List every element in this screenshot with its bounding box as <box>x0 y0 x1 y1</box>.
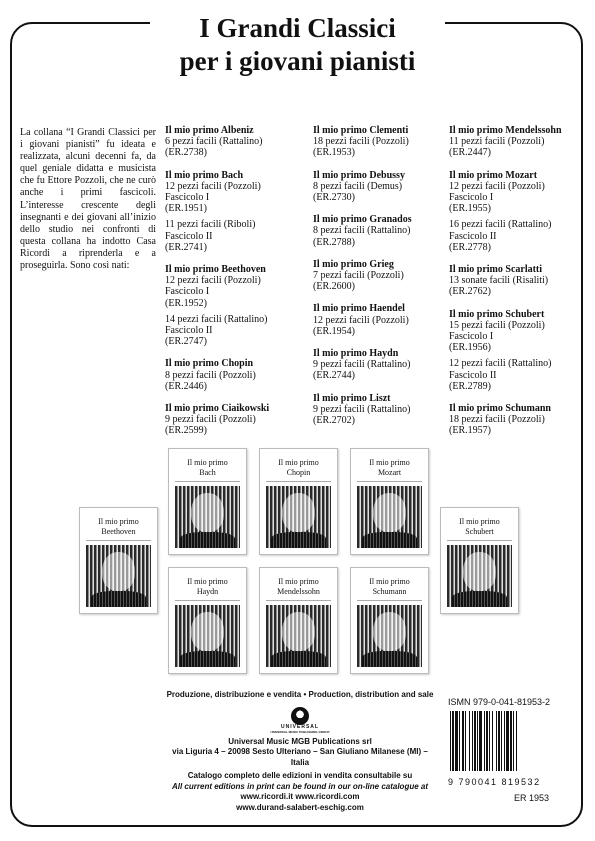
catalogue-entry <box>165 125 300 159</box>
entry-line: 12 pezzi facili (Pozzoli) <box>165 180 261 192</box>
entry-line: (ER.2702) <box>313 415 355 427</box>
barcode <box>448 711 560 771</box>
entry-title: Il mio primo Bach <box>165 169 244 181</box>
barcode-bar <box>474 711 476 771</box>
entry-line: Fascicolo II <box>449 369 497 381</box>
entry-line: 9 pezzi facili (Rattalino) <box>313 403 411 415</box>
catalogue-column-3 <box>449 125 584 448</box>
entry-line: (ER.1954) <box>313 325 355 337</box>
entry-line: 12 pezzi facili (Pozzoli) <box>165 275 261 287</box>
entry-line: 9 pezzi facili (Rattalino) <box>313 359 411 371</box>
barcode-bar <box>516 711 517 771</box>
entry-line: 11 pezzi facili (Riboli) <box>165 219 256 231</box>
cover-line2: Schubert <box>465 526 494 536</box>
logo-text: UNIVERSAL <box>281 723 319 730</box>
entry-line: (ER.2446) <box>165 380 207 392</box>
company-name: Universal Music MGB Publications srl <box>228 736 372 746</box>
barcode-number: 9 790041 819532 <box>448 777 541 787</box>
cover-mendelssohn <box>259 567 338 674</box>
barcode-bar <box>459 711 460 771</box>
barcode-bar <box>486 711 488 771</box>
cover-line1: Il mio primo <box>278 577 319 586</box>
cover-line1: Il mio primo <box>369 577 410 586</box>
catalogue-entry <box>313 214 448 248</box>
universal-logo <box>270 707 330 735</box>
edition-code: ER 1953 <box>514 793 550 803</box>
page-title <box>150 12 445 78</box>
catalogue-entry <box>313 259 448 293</box>
entry-title: Il mio primo Grieg <box>313 258 394 270</box>
cover-mozart <box>350 448 429 555</box>
barcode-bar <box>469 711 470 771</box>
portrait-image <box>357 605 422 667</box>
catalogue-entry <box>449 125 584 159</box>
entry-line: (ER.1953) <box>313 147 355 159</box>
barcode-bar <box>492 711 493 771</box>
entry-title: Il mio primo Schubert <box>449 308 545 320</box>
logo-subtext: UNIVERSAL MUSIC PUBLISHING GROUP <box>270 729 330 734</box>
portrait-image <box>86 545 151 607</box>
cover-beethoven <box>79 507 158 614</box>
entry-line: 13 sonate facili (Risaliti) <box>449 275 549 287</box>
entry-line: (ER.2789) <box>449 380 491 392</box>
entry-line: 12 pezzi facili (Pozzoli) <box>313 314 409 326</box>
entry-line: 7 pezzi facili (Pozzoli) <box>313 270 404 282</box>
entry-line: (ER.2738) <box>165 147 207 159</box>
cover-line2: Mozart <box>377 467 402 477</box>
portrait-image <box>175 486 240 548</box>
barcode-bar <box>504 711 505 771</box>
production-line: Produzione, distribuzione e vendita • Production, distribution and sale <box>166 690 434 699</box>
barcode-bar <box>496 711 497 771</box>
publisher-info <box>165 690 435 813</box>
entry-line: 9 pezzi facili (Pozzoli) <box>165 414 256 426</box>
barcode-bar <box>450 711 451 771</box>
cover-line1: Il mio primo <box>187 577 228 586</box>
barcode-bar <box>479 711 482 771</box>
title-line-2: per i giovani pianisti <box>179 46 416 76</box>
entry-title: Il mio primo Ciaikowski <box>165 403 270 415</box>
entry-line: Fascicolo I <box>165 286 210 298</box>
catalogue-entry <box>165 403 300 437</box>
title-line-1: I Grandi Classici <box>199 13 396 43</box>
catalogue-note-en: All current editions in print can be found in our on-line catalogue at <box>171 781 428 791</box>
entry-line: (ER.2730) <box>313 192 355 204</box>
barcode-bar <box>452 711 454 771</box>
entry-line: (ER.1957) <box>449 425 491 437</box>
catalogue-entry <box>449 403 584 437</box>
entry-line: 8 pezzi facili (Pozzoli) <box>165 369 256 381</box>
catalogue-entry <box>449 264 584 298</box>
entry-title: Il mio primo Clementi <box>313 125 409 136</box>
cover-line1: Il mio primo <box>278 458 319 467</box>
cover-schubert <box>440 507 519 614</box>
cover-schumann <box>350 567 429 674</box>
entry-title: Il mio primo Beethoven <box>165 264 266 276</box>
entry-title: Il mio primo Chopin <box>165 358 254 370</box>
barcode-bar <box>462 711 464 771</box>
barcode-bar <box>465 711 466 771</box>
entry-title: Il mio primo Mendelssohn <box>449 125 562 136</box>
cover-line1: Il mio primo <box>369 458 410 467</box>
entry-line: 8 pezzi facili (Rattalino) <box>313 225 411 237</box>
barcode-bar <box>472 711 473 771</box>
portrait-image <box>447 545 512 607</box>
catalogue-column-1 <box>165 125 300 448</box>
entry-line: (ER.2747) <box>165 336 207 348</box>
cover-line2: Schumann <box>372 586 407 596</box>
cover-line2: Bach <box>199 467 216 477</box>
catalogue-entry <box>165 358 300 392</box>
cover-haydn <box>168 567 247 674</box>
catalogue-column-2 <box>313 125 448 437</box>
cover-line1: Il mio primo <box>98 517 139 526</box>
website-links: www.ricordi.it www.ricordi.com <box>240 792 360 801</box>
entry-line: 8 pezzi facili (Demus) <box>313 180 403 192</box>
barcode-bar <box>484 711 485 771</box>
catalogue-entry <box>313 125 448 159</box>
entry-line: (ER.2778) <box>449 241 491 253</box>
entry-title: Il mio primo Mozart <box>449 169 538 181</box>
entry-line: (ER.2762) <box>449 286 491 298</box>
entry-title: Il mio primo Albeniz <box>165 125 254 136</box>
entry-line: 18 pezzi facili (Pozzoli) <box>313 136 409 148</box>
entry-line: (ER.2788) <box>313 236 355 248</box>
entry-line: Fascicolo I <box>165 192 210 204</box>
barcode-bar <box>513 711 514 771</box>
cover-chopin <box>259 448 338 555</box>
entry-line: (ER.2447) <box>449 147 491 159</box>
company-address: via Liguria 4 – 20098 Sesto Ulteriano – San Giuliano Milanese (MI) – Italia <box>172 747 428 767</box>
portrait-image <box>175 605 240 667</box>
entry-title: Il mio primo Granados <box>313 214 412 226</box>
entry-line: 14 pezzi facili (Rattalino) <box>165 313 268 325</box>
barcode-bar <box>477 711 478 771</box>
entry-title: Il mio primo Debussy <box>313 169 405 181</box>
barcode-bar <box>501 711 502 771</box>
entry-line: (ER.1955) <box>449 203 491 215</box>
entry-line: (ER.1952) <box>165 297 207 309</box>
entry-title: Il mio primo Schumann <box>449 403 551 415</box>
entry-line: 12 pezzi facili (Pozzoli) <box>449 180 545 192</box>
entry-line: Fascicolo I <box>449 331 494 343</box>
portrait-image <box>266 605 331 667</box>
entry-line: 12 pezzi facili (Rattalino) <box>449 358 552 370</box>
catalogue-entry <box>313 170 448 204</box>
barcode-bar <box>506 711 509 771</box>
cover-line2: Beethoven <box>101 526 136 536</box>
catalogue-entry <box>165 264 300 347</box>
cover-line1: Il mio primo <box>187 458 228 467</box>
cover-bach <box>168 448 247 555</box>
entry-line: 6 pezzi facili (Rattalino) <box>165 136 263 148</box>
entry-line: (ER.2600) <box>313 281 355 293</box>
entry-line: Fascicolo I <box>449 192 494 204</box>
entry-line: 11 pezzi facili (Pozzoli) <box>449 136 545 148</box>
catalogue-note-it: Catalogo completo delle edizioni in vendita consultabile su <box>187 771 413 780</box>
catalogue-entry <box>449 170 584 253</box>
ismn-code: ISMN 979-0-041-81953-2 <box>448 697 551 707</box>
barcode-bar <box>510 711 512 771</box>
entry-line: 15 pezzi facili (Pozzoli) <box>449 319 545 331</box>
entry-line: 18 pezzi facili (Pozzoli) <box>449 414 545 426</box>
barcode-bar <box>498 711 500 771</box>
cover-line1: Il mio primo <box>459 517 500 526</box>
cover-line2: Chopin <box>286 467 311 477</box>
website-durand: www.durand-salabert-eschig.com <box>236 802 364 812</box>
entry-title: Il mio primo Scarlatti <box>449 264 543 276</box>
entry-title: Il mio primo Liszt <box>313 392 391 404</box>
entry-line: (ER.2599) <box>165 425 207 437</box>
entry-line: Fascicolo II <box>165 230 213 242</box>
entry-line: (ER.1951) <box>165 203 207 215</box>
entry-line: (ER.1956) <box>449 342 491 354</box>
entry-line: 16 pezzi facili (Rattalino) <box>449 219 552 231</box>
catalogue-entry <box>313 303 448 337</box>
entry-line: Fascicolo II <box>449 230 497 242</box>
catalogue-entry <box>313 348 448 382</box>
catalogue-entry <box>313 393 448 427</box>
cover-line2: Haydn <box>196 586 219 596</box>
barcode-bar <box>489 711 490 771</box>
cover-line2: Mendelssohn <box>277 586 320 596</box>
entry-title: Il mio primo Haydn <box>313 348 399 360</box>
intro-paragraph: La collana “I Grandi Classici per i giovani pianisti” fu ideata e realizzata, alcuni decenni fa, da quel geniale didatta e musicista che fu Ettore Pozzoli, che ne curò anche i primi fascicoli. L’interesse crescente degli insegnanti e dei giovani all’inizio dello studio nei confronti di questa collana ha indotto Casa Ricordi a riprenderla e a proseguirla. Sono così nati: <box>20 127 156 272</box>
catalogue-entry <box>165 170 300 253</box>
entry-title: Il mio primo Haendel <box>313 303 405 315</box>
catalogue-entry <box>449 309 584 392</box>
entry-line: (ER.2741) <box>165 241 207 253</box>
entry-line: Fascicolo II <box>165 325 213 337</box>
portrait-image <box>357 486 422 548</box>
barcode-block <box>448 697 560 787</box>
entry-line: (ER.2744) <box>313 370 355 382</box>
portrait-image <box>266 486 331 548</box>
barcode-bar <box>455 711 458 771</box>
globe-icon <box>291 707 309 725</box>
